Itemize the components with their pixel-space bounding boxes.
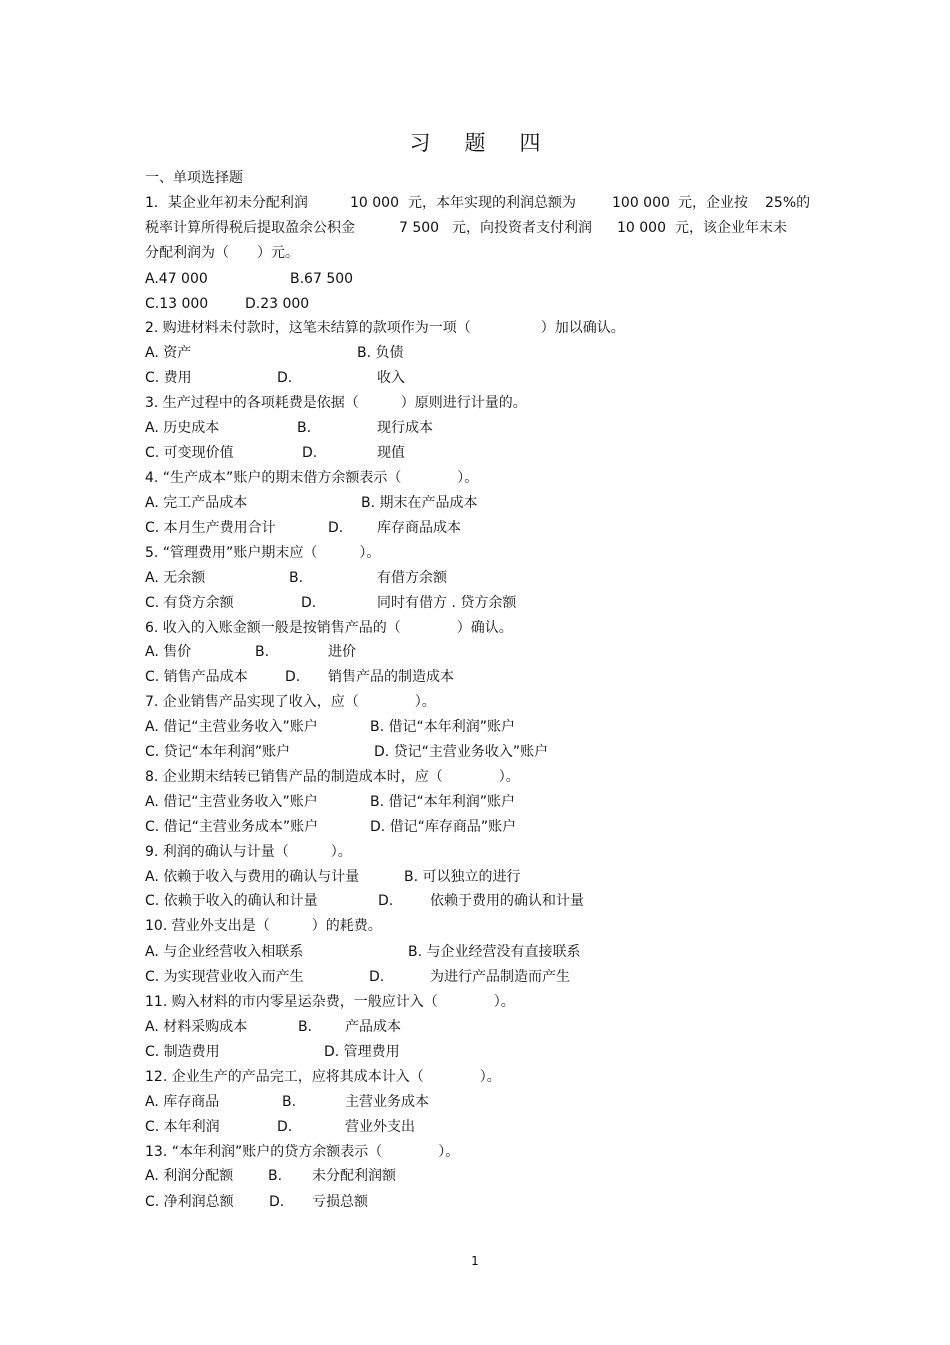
q1-number: 10 000 — [617, 220, 666, 236]
option-b-letter: B. — [282, 1094, 297, 1110]
page-title — [0, 127, 950, 157]
option-b-text: 进价 — [328, 644, 356, 660]
option-d-text: 亏损总额 — [312, 1194, 368, 1210]
question-7-stem: 7. 企业销售产品实现了收入，应（ ）。 — [145, 694, 436, 710]
option-d-text: 依赖于费用的确认和计量 — [430, 893, 584, 909]
q1-text: 1．某企业年初未分配利润 — [145, 195, 308, 211]
option-d: D.23 000 — [245, 296, 310, 312]
q1-number: 10 000 — [350, 195, 399, 211]
option-d-letter: D. — [269, 1194, 285, 1210]
q1-text: 元，该企业年末未 — [675, 220, 787, 236]
option-d-letter: D. — [302, 445, 318, 461]
option-d-letter: D. — [328, 520, 344, 536]
option-a: A.47 000 — [145, 271, 208, 287]
option-c: C. 有贷方余额 — [145, 595, 234, 611]
option-a: A. 无余额 — [145, 570, 206, 586]
option-d-letter: D. — [277, 1119, 293, 1135]
q1-text: 元，向投资者支付利润 — [452, 220, 592, 236]
option-b-letter: B. — [298, 1019, 313, 1035]
option-b-text: 现行成本 — [377, 420, 433, 436]
option-d-letter: D. — [301, 595, 317, 611]
option-b: B. 期末在产品成本 — [361, 495, 478, 511]
page-number: 1 — [471, 1254, 479, 1268]
question-6-stem: 6. 收入的入账金额一般是按销售产品的（ ）确认。 — [145, 620, 513, 636]
option-c: C.13 000 — [145, 296, 209, 312]
question-11-stem: 11. 购入材料的市内零星运杂费，一般应计入（ ）。 — [145, 994, 515, 1010]
option-d-text: 库存商品成本 — [377, 520, 461, 536]
option-a: A. 库存商品 — [145, 1094, 220, 1110]
question-13-stem: 13. “本年利润”账户的贷方余额表示（ ）。 — [145, 1144, 460, 1160]
option-b: B. 借记“本年利润”账户 — [370, 794, 516, 810]
option-b: B. 借记“本年利润”账户 — [370, 719, 516, 735]
option-d-letter: D. — [277, 370, 293, 386]
option-c: C. 依赖于收入的确认和计量 — [145, 893, 318, 909]
option-d-text: 销售产品的制造成本 — [328, 669, 454, 685]
option-c: C. 本年利润 — [145, 1119, 220, 1135]
option-b-letter: B. — [268, 1168, 283, 1184]
option-d-text: 同时有借方 . 贷方余额 — [377, 595, 517, 611]
option-d-letter: D. — [378, 893, 394, 909]
option-d-letter: D. — [285, 669, 301, 685]
option-a: A. 借记“主营业务收入”账户 — [145, 719, 318, 735]
option-b-letter: B. — [297, 420, 312, 436]
section-heading: 一、单项选择题 — [145, 170, 243, 186]
question-4-stem: 4. “生产成本”账户的期末借方余额表示（ ）。 — [145, 470, 479, 486]
question-12-stem: 12. 企业生产的产品完工，应将其成本计入（ ）。 — [145, 1069, 501, 1085]
q1-text: 税率计算所得税后提取盈余公积金 — [145, 220, 355, 236]
q1-number: 100 000 — [612, 195, 670, 211]
option-b-text: 未分配利润额 — [312, 1168, 396, 1184]
option-d-text: 收入 — [377, 370, 405, 386]
option-d-text: 营业外支出 — [345, 1119, 415, 1135]
option-a: A. 借记“主营业务收入”账户 — [145, 794, 318, 810]
title-char: 题 — [464, 131, 486, 155]
option-b-text: 有借方余额 — [377, 570, 447, 586]
option-a: A. 材料采购成本 — [145, 1019, 248, 1035]
option-d: D. 管理费用 — [324, 1044, 400, 1060]
option-c: C. 借记“主营业务成本”账户 — [145, 819, 319, 835]
option-c: C. 销售产品成本 — [145, 669, 248, 685]
option-c: C. 净利润总额 — [145, 1194, 234, 1210]
question-9-stem: 9. 利润的确认与计量（ ）。 — [145, 844, 352, 860]
q1-number: 7 500 — [399, 220, 440, 236]
option-a: A. 历史成本 — [145, 420, 220, 436]
option-b: B. 与企业经营没有直接联系 — [408, 944, 581, 960]
option-a: A. 资产 — [145, 345, 192, 361]
question-1-line-3: 分配利润为（ ）元。 — [145, 245, 299, 261]
option-a: A. 利润分配额 — [145, 1168, 234, 1184]
question-8-stem: 8. 企业期末结转已销售产品的制造成本时，应（ ）。 — [145, 769, 520, 785]
title-char: 习 — [409, 131, 431, 155]
option-c: C. 本月生产费用合计 — [145, 520, 276, 536]
option-a: A. 售价 — [145, 644, 192, 660]
option-d: D. 借记“库存商品”账户 — [370, 819, 517, 835]
option-a: A. 完工产品成本 — [145, 495, 248, 511]
question-2-stem: 2. 购进材料未付款时，这笔未结算的款项作为一项（ ）加以确认。 — [145, 320, 625, 336]
option-c: C. 可变现价值 — [145, 445, 234, 461]
option-a: A. 依赖于收入与费用的确认与计量 — [145, 869, 360, 885]
q1-text: 25%的 — [765, 195, 811, 211]
option-c: C. 费用 — [145, 370, 192, 386]
option-b-letter: B. — [289, 570, 304, 586]
option-b-text: 产品成本 — [345, 1019, 401, 1035]
option-b-letter: B. — [255, 644, 270, 660]
question-5-stem: 5. “管理费用”账户期末应（ ）。 — [145, 545, 381, 561]
option-b: B.67 500 — [290, 271, 354, 287]
option-b: B. 可以独立的进行 — [404, 869, 521, 885]
question-3-stem: 3. 生产过程中的各项耗费是依据（ ）原则进行计量的。 — [145, 395, 527, 411]
title-char: 四 — [519, 131, 541, 155]
option-a: A. 与企业经营收入相联系 — [145, 944, 304, 960]
option-d-letter: D. — [369, 969, 385, 985]
question-10-stem: 10. 营业外支出是（ ）的耗费。 — [145, 918, 382, 934]
option-c: C. 为实现营业收入而产生 — [145, 969, 304, 985]
option-d: D. 贷记“主营业务收入”账户 — [374, 744, 549, 760]
q1-text: 元，企业按 — [678, 195, 748, 211]
option-d-text: 现值 — [377, 445, 405, 461]
q1-text: 元，本年实现的利润总额为 — [408, 195, 576, 211]
option-c: C. 制造费用 — [145, 1044, 220, 1060]
option-d-text: 为进行产品制造而产生 — [430, 969, 570, 985]
option-c: C. 贷记“本年利润”账户 — [145, 744, 291, 760]
option-b: B. 负债 — [357, 345, 404, 361]
option-b-text: 主营业务成本 — [345, 1094, 429, 1110]
